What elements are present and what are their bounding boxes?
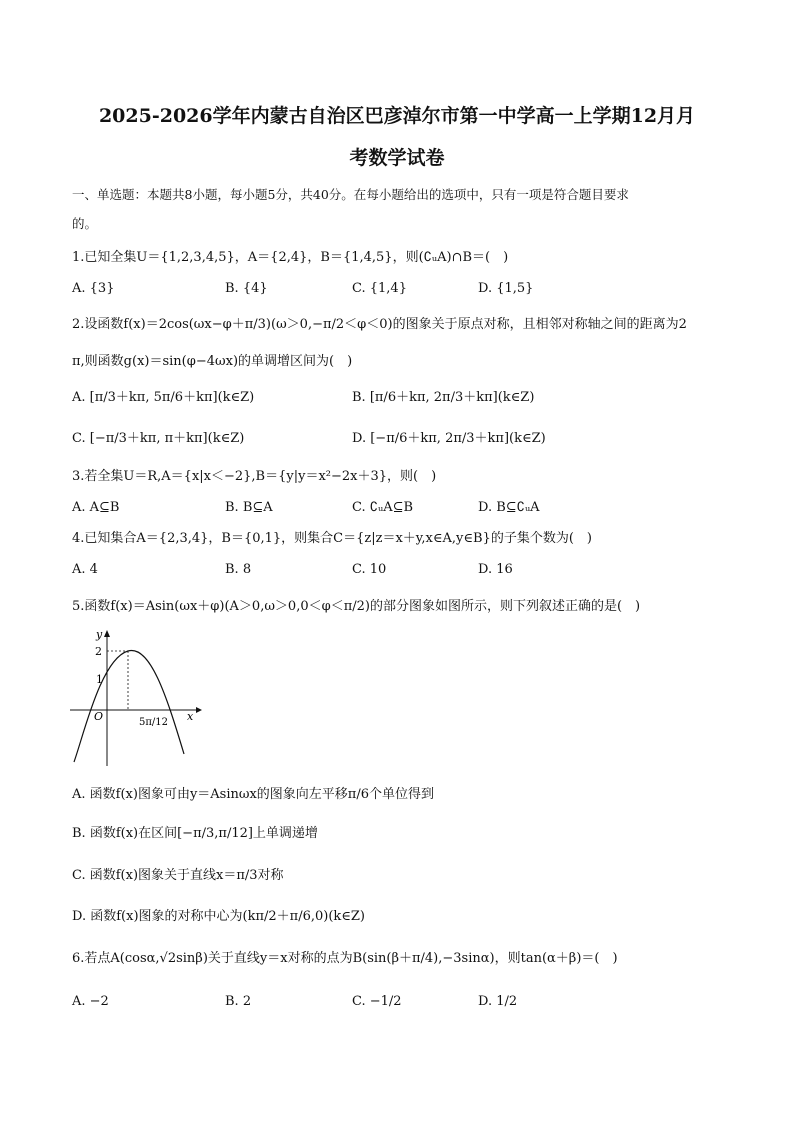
question-1-option-d[interactable]: D. {1,5} [478,281,534,296]
question-3-option-c[interactable]: C. ∁ᵤA⊆B [352,500,414,515]
y-tick-2: 2 [95,645,102,658]
question-4-option-b[interactable]: B. 8 [225,562,252,577]
question-2-option-c[interactable]: C. [−π/3＋kπ, π＋kπ](k∈Z) [72,431,245,446]
question-1-option-c[interactable]: C. {1,4} [352,281,407,296]
y-tick-1: 1 [96,673,103,686]
question-6-option-b[interactable]: B. 2 [225,994,252,1009]
question-6-stem: 6.若点A(cosα,√2sinβ)关于直线y＝x对称的点为B(sin(β＋π/4),−3sinα)，则tan(α＋β)＝( ) [72,951,618,966]
question-5-option-b[interactable]: B. 函数f(x)在区间[−π/3,π/12]上单调递增 [72,826,318,841]
question-4-option-a[interactable]: A. 4 [72,562,98,577]
question-1-stem: 1.已知全集U＝{1,2,3,4,5}，A＝{2,4}，B＝{1,4,5}，则(∁ᵤA)∩B＝( ) [72,250,509,265]
question-6-option-d[interactable]: D. 1/2 [478,994,518,1009]
question-2-stem-line2: π,则函数g(x)＝sin(φ−4ωx)的单调增区间为( ) [72,354,353,369]
question-2-option-d[interactable]: D. [−π/6＋kπ, 2π/3＋kπ](k∈Z) [352,431,546,446]
x-axis-label: x [187,710,194,723]
question-6-option-c[interactable]: C. −1/2 [352,994,402,1009]
question-3-option-a[interactable]: A. A⊆B [72,500,120,515]
exam-title-line1: 2025-2026学年内蒙古自治区巴彦淖尔市第一中学高一上学期12月月 [98,105,696,127]
question-1-option-b[interactable]: B. {4} [225,281,268,296]
question-3-stem: 3.若全集U＝R,A＝{x|x＜−2},B＝{y|y＝x²−2x＋3}，则( ) [72,469,437,484]
question-5-option-a[interactable]: A. 函数f(x)图象可由y＝Asinωx的图象向左平移π/6个单位得到 [72,787,435,802]
x-tick-label: 5π/12 [139,717,169,728]
sine-curve [74,651,184,762]
section-instruction-line1: 一、单选题：本题共8小题，每小题5分，共40分。在每小题给出的选项中，只有一项是符合题目要求 [72,187,629,202]
question-5-function-graph [66,624,206,769]
question-4-stem: 4.已知集合A＝{2,3,4}，B＝{0,1}，则集合C＝{z|z＝x＋y,x∈A,y∈B}的子集个数为( ) [72,531,592,546]
question-4-option-d[interactable]: D. 16 [478,562,513,577]
question-3-option-b[interactable]: B. B⊆A [225,500,273,515]
x-axis-arrow [196,707,202,713]
exam-title-line2: 考数学试卷 [349,147,445,169]
question-5-option-c[interactable]: C. 函数f(x)图象关于直线x＝π/3对称 [72,868,284,883]
y-axis-label: y [96,628,103,641]
question-3-option-d[interactable]: D. B⊆∁ᵤA [478,500,540,515]
question-5-stem: 5.函数f(x)＝Asin(ωx＋φ)(A＞0,ω＞0,0＜φ＜π/2)的部分图象如图所示，则下列叙述正确的是( ) [72,599,641,614]
question-6-option-a[interactable]: A. −2 [72,994,109,1009]
question-2-option-b[interactable]: B. [π/6＋kπ, 2π/3＋kπ](k∈Z) [352,390,535,405]
question-2-stem-line1: 2.设函数f(x)＝2cos(ωx−φ＋π/3)(ω＞0,−π/2＜φ＜0)的图象关于原点对称，且相邻对称轴之间的距离为2 [72,317,687,332]
question-2-option-a[interactable]: A. [π/3＋kπ, 5π/6＋kπ](k∈Z) [72,390,255,405]
question-4-option-c[interactable]: C. 10 [352,562,387,577]
question-5-option-d[interactable]: D. 函数f(x)图象的对称中心为(kπ/2＋π/6,0)(k∈Z) [72,909,366,924]
section-instruction-line2: 的。 [72,216,98,231]
y-axis-arrow [104,630,110,637]
question-1-option-a[interactable]: A. {3} [72,281,115,296]
origin-label: O [94,710,104,723]
